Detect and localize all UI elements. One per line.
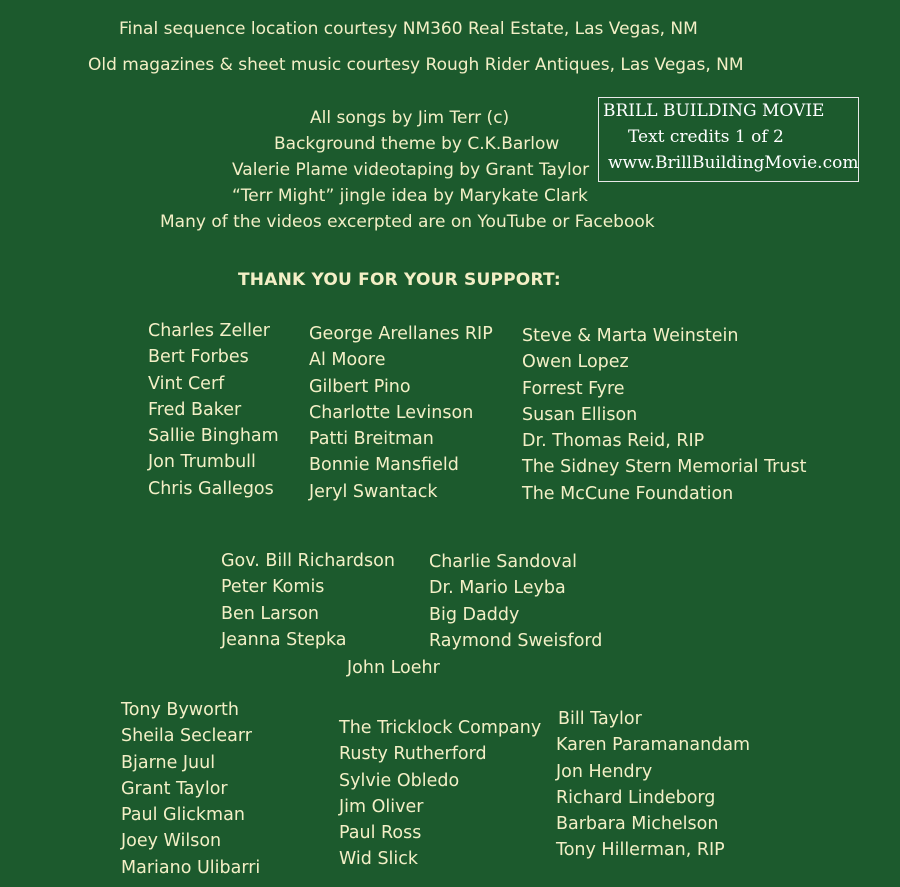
- supporter-name: Sylvie Obledo: [339, 770, 460, 791]
- supporter-name: Joey Wilson: [121, 831, 222, 852]
- supporter-name: Chris Gallegos: [148, 478, 274, 499]
- supporter-name: Sallie Bingham: [148, 426, 279, 447]
- supporter-name: Ben Larson: [221, 603, 320, 624]
- supporter-name: Owen Lopez: [522, 352, 629, 373]
- supporter-name: Dr. Thomas Reid, RIP: [522, 431, 705, 452]
- supporter-name: Jon Hendry: [556, 761, 653, 782]
- group1-col1: [148, 321, 279, 505]
- supporter-name: Barbara Michelson: [556, 814, 719, 835]
- supporter-name: Raymond Sweisford: [429, 630, 603, 651]
- info-box-subtitle: Text credits 1 of 2: [628, 127, 784, 147]
- credit-songs: All songs by Jim Terr (c): [310, 108, 510, 128]
- supporter-name: Wid Slick: [339, 849, 419, 870]
- supporter-name: Bert Forbes: [148, 347, 249, 368]
- supporter-name: Charles Zeller: [148, 321, 270, 341]
- supporter-name: Tony Hillerman, RIP: [556, 840, 725, 861]
- credit-background-theme: Background theme by C.K.Barlow: [274, 134, 560, 154]
- supporter-name: John Loehr: [347, 658, 440, 678]
- supporter-name: Charlie Sandoval: [429, 552, 577, 572]
- supporter-name: Paul Glickman: [121, 805, 245, 826]
- supporter-name: Forrest Fyre: [522, 378, 625, 399]
- supporter-name: Rusty Rutherford: [339, 744, 487, 765]
- supporter-name: Richard Lindeborg: [556, 787, 716, 808]
- supporter-name: Dr. Mario Leyba: [429, 578, 566, 599]
- supporter-name: Mariano Ulibarri: [121, 857, 261, 878]
- supporter-name: Sheila Seclearr: [121, 726, 252, 747]
- group1-col2: [309, 324, 493, 508]
- supporter-name: Al Moore: [309, 350, 386, 371]
- intro-line-magazines: Old magazines & sheet music courtesy Rough Rider Antiques, Las Vegas, NM: [88, 55, 744, 75]
- supporter-name: Jeanna Stepka: [221, 629, 347, 650]
- supporter-name: Bonnie Mansfield: [309, 455, 459, 476]
- intro-line-location: Final sequence location courtesy NM360 Real Estate, Las Vegas, NM: [119, 19, 698, 39]
- credit-jingle: “Terr Might” jingle idea by Marykate Clark: [232, 186, 588, 206]
- supporter-name: Grant Taylor: [121, 778, 228, 799]
- group3-col2: [339, 718, 541, 876]
- supporter-name: Jeryl Swantack: [309, 481, 438, 502]
- supporter-name: Karen Paramanandam: [556, 735, 751, 756]
- supporter-name: Bjarne Juul: [121, 752, 216, 773]
- info-box-title: BRILL BUILDING MOVIE: [603, 101, 825, 121]
- supporter-name: Patti Breitman: [309, 429, 434, 450]
- supporter-name: Big Daddy: [429, 604, 520, 625]
- supporter-name: Fred Baker: [148, 399, 242, 420]
- credit-videos-excerpted: Many of the videos excerpted are on YouTube or Facebook: [160, 212, 655, 232]
- supporter-name: The Sidney Stern Memorial Trust: [522, 457, 807, 478]
- info-box: [598, 97, 859, 182]
- supporter-name: Peter Komis: [221, 577, 325, 598]
- group3-col1: [121, 700, 260, 884]
- info-box-url: www.BrillBuildingMovie.com: [608, 153, 859, 173]
- group3-col3: [556, 709, 750, 867]
- supporter-name: Gilbert Pino: [309, 376, 411, 397]
- supporter-name: Jim Oliver: [339, 796, 424, 817]
- supporter-name: Steve & Marta Weinstein: [522, 326, 739, 346]
- supporter-name: Vint Cerf: [148, 373, 225, 394]
- supporter-name: Paul Ross: [339, 823, 422, 844]
- supporter-name: Tony Byworth: [121, 700, 239, 720]
- support-heading: THANK YOU FOR YOUR SUPPORT:: [238, 270, 561, 290]
- supporter-name: Susan Ellison: [522, 404, 638, 425]
- credit-videotaping: Valerie Plame videotaping by Grant Taylor: [232, 160, 590, 180]
- supporter-name: The McCune Foundation: [522, 483, 734, 504]
- supporter-name: Charlotte Levinson: [309, 402, 474, 423]
- supporter-name: The Tricklock Company: [339, 718, 542, 738]
- group1-col3: [522, 326, 806, 510]
- group2-col2: [429, 552, 602, 657]
- supporter-name: George Arellanes RIP: [309, 324, 493, 344]
- supporter-name: Jon Trumbull: [148, 452, 256, 473]
- supporter-name: Bill Taylor: [558, 709, 642, 729]
- group2-col1: [221, 551, 395, 656]
- supporter-name: Gov. Bill Richardson: [221, 551, 395, 571]
